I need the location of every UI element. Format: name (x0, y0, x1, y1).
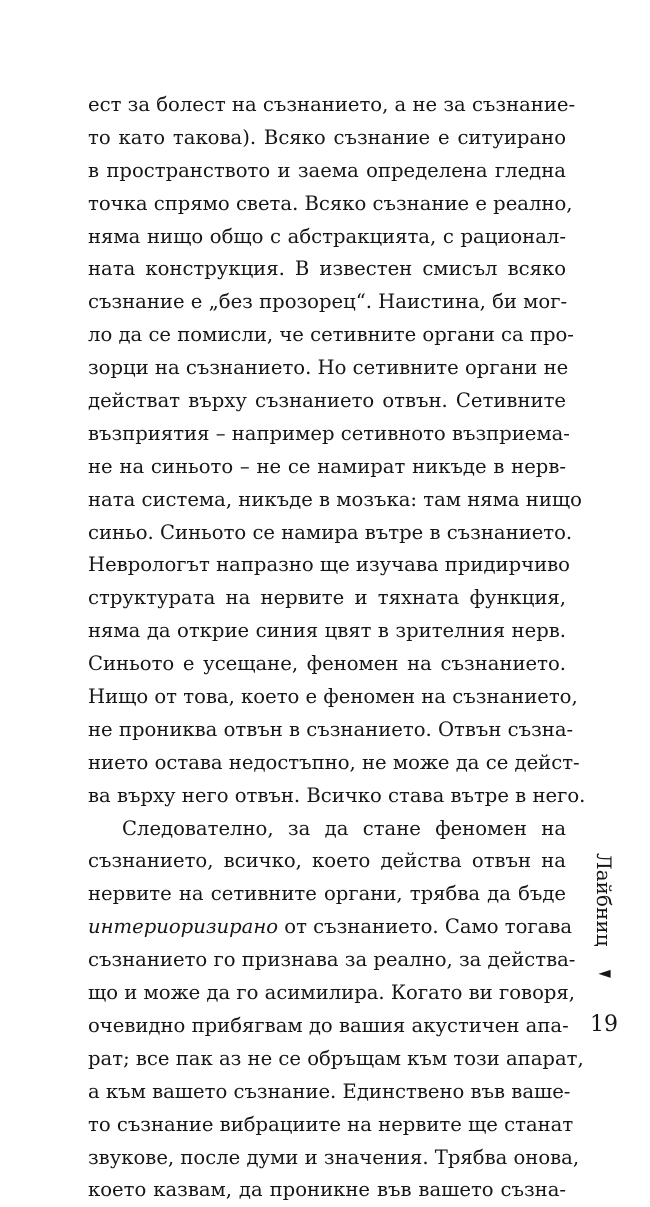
text-line-with-italic (88, 911, 573, 944)
text-line: Нищо от това, което е феномен на съзнанието, (88, 685, 578, 709)
running-head-title: Лайбниц (592, 853, 616, 947)
text-line: действат върху съзнанието отвън. Сетивните (88, 389, 566, 413)
text-line: Неврологът напразно ще изучава придирчиво (88, 553, 570, 577)
text-line: рат; все пак аз не се обръщам към този апарат, (88, 1046, 584, 1070)
italic-term: интериоризирано (88, 915, 279, 939)
text-line: ва върху него отвън. Всичко става вътре в него. (88, 783, 586, 807)
text-line: възприятия – например сетивното възприема- (88, 421, 570, 445)
text-line: ест за болест на съзнанието, а не за съзнание- (88, 93, 576, 116)
text-line: съзнание е „без прозорец“. Наистина, би мог- (88, 290, 568, 314)
text-line: съзнанието го признава за реално, за действа- (88, 948, 576, 972)
text-line: съзнанието, всичко, което действа отвън на (88, 849, 566, 873)
text-line: нието остава недостъпно, не може да се дейст- (88, 750, 580, 774)
text-line: ната конструкция. В известен смисъл всяко (88, 257, 566, 281)
text-line: а към вашето съзнание. Единствено във вашe- (88, 1079, 571, 1103)
arrow-head-icon: ◄ (595, 962, 614, 982)
text-line: звукове, после думи и значения. Трябва онова, (88, 1145, 580, 1169)
text-line: ната система, никъде в мозъка: там няма нищо (88, 487, 582, 511)
text-line: точка спрямо света. Всяко съзнание е реално, (88, 191, 573, 215)
text-line: в пространството и заема определена гледна (88, 158, 566, 182)
body-text (88, 89, 586, 1207)
page-number: 19 (590, 1012, 618, 1037)
text-line: не прониква отвън в съзнанието. Отвън съзна- (88, 717, 574, 741)
text-line: що и може да го асимилира. Когато ви говоря, (88, 981, 575, 1005)
text-line: зорци на съзнанието. Но сетивните органи не (88, 356, 569, 380)
text-line: Следователно, за да стане феномен на (122, 816, 566, 840)
text-line: структурата на нервите и тяхната функция, (88, 586, 566, 610)
text-line: очевидно прибягвам до вашия акустичен апа- (88, 1013, 569, 1037)
text-line: нервите на сетивните органи, трябва да бъде (88, 882, 566, 906)
text-line: няма нищо общо с абстракцията, с рационал- (88, 224, 566, 248)
text-line: не на синьото – не се намират никъде в нерв- (88, 454, 566, 478)
text-line: няма да открие синия цвят в зрителния нерв. (88, 619, 566, 643)
running-head (584, 853, 624, 1003)
text-line: то съзнание вибрациите на нервите ще станат (88, 1112, 574, 1136)
text-line: то като такова). Всяко съзнание е ситуирано (88, 125, 566, 149)
text-line: синьо. Синьото се намира вътре в съзнанието. (88, 520, 573, 544)
text-line: Синьото е усещане, феномен на съзнанието. (88, 652, 566, 676)
text-fragment: от съзнанието. Само тогава (278, 915, 573, 939)
text-line: ло да се помисли, че сетивните органи са про- (88, 323, 574, 347)
text-line: което казвам, да проникне във вашето съзна- (88, 1178, 566, 1202)
